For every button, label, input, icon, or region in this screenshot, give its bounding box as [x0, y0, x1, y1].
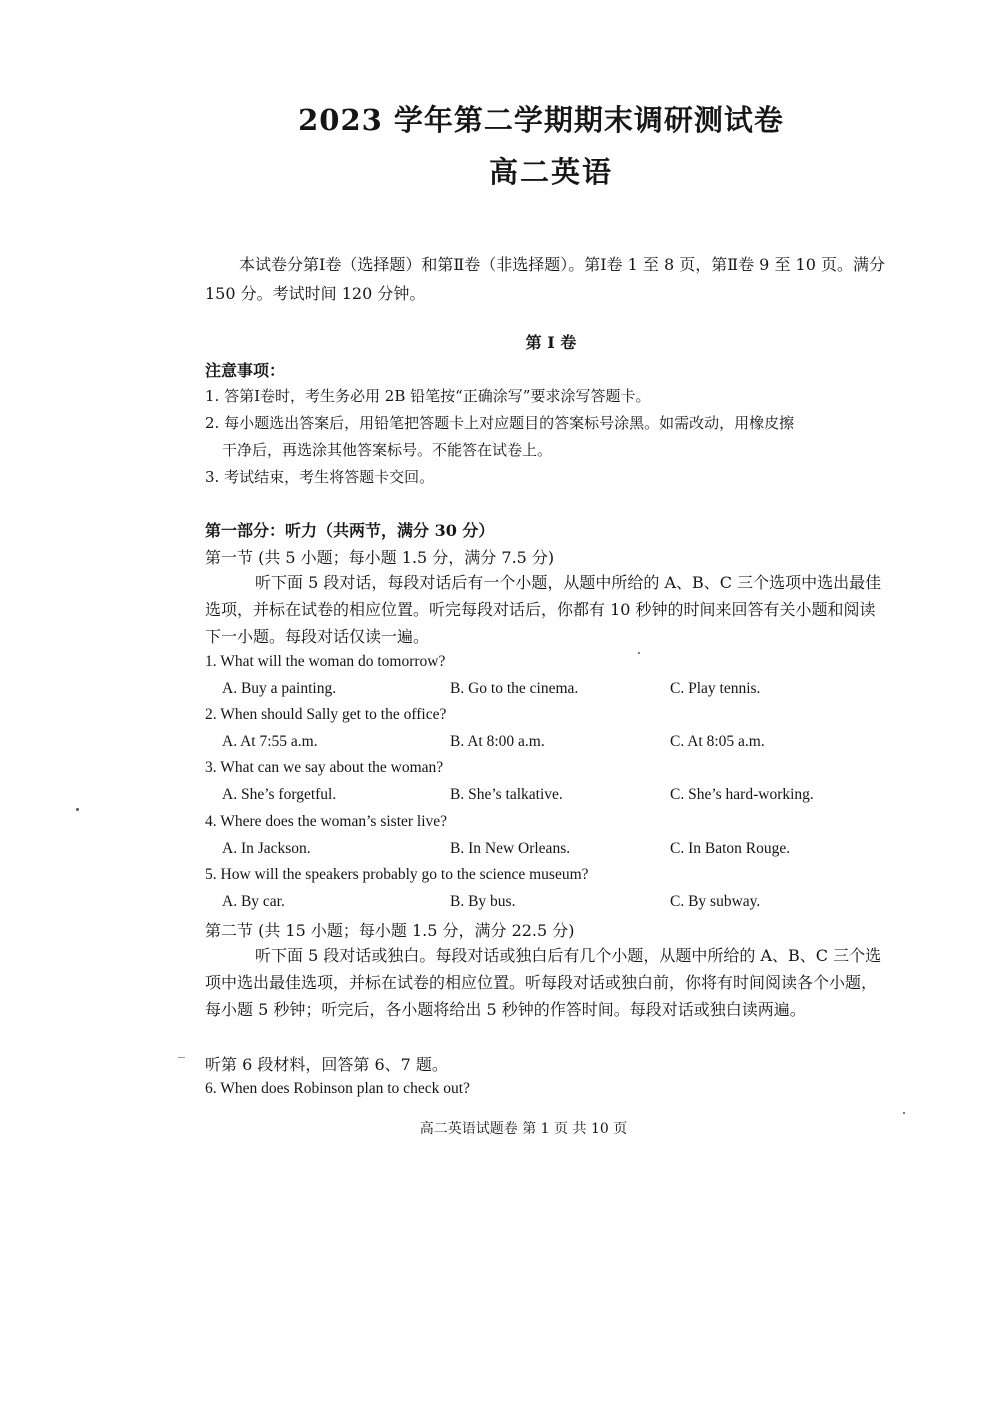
question-1-option-a: A. Buy a painting. — [222, 680, 337, 697]
scan-speck — [76, 808, 79, 811]
page-footer: 高二英语试题卷 第 1 页 共 10 页 — [419, 1121, 628, 1137]
question-3-option-c: C. She’s hard-working. — [670, 786, 814, 803]
scan-speck — [638, 652, 640, 654]
question-6: 6. When does Robinson plan to check out? — [205, 1080, 470, 1097]
intro-paragraph: 本试卷分第Ⅰ卷（选择题）和第Ⅱ卷（非选择题）。第Ⅰ卷 1 至 8 页，第Ⅱ卷 9 至 10 页。满分 150 分。考试时间 120 分钟。 — [205, 255, 885, 303]
question-3-option-a: A. She’s forgetful. — [222, 786, 337, 803]
question-1: 1. What will the woman do tomorrow? — [205, 653, 446, 670]
notice-item-2: 2. 每小题选出答案后，用铅笔把答题卡上对应题目的答案标号涂黑。如需改动，用橡皮擦 — [205, 414, 795, 432]
section1-heading: 第一节 (共 5 小题；每小题 1.5 分，满分 7.5 分) — [205, 548, 555, 567]
scan-speck — [178, 1057, 185, 1058]
question-4: 4. Where does the woman’s sister live? — [205, 813, 448, 830]
part1-heading: 第一部分：听力（共两节，满分 30 分） — [205, 521, 495, 540]
notice-item-2-cont: 干净后，再选涂其他答案标号。不能答在试卷上。 — [222, 441, 553, 459]
notice-heading: 注意事项： — [205, 361, 286, 380]
question-4-option-c: C. In Baton Rouge. — [670, 840, 791, 857]
section1-instructions: 听下面 5 段对话，每段对话后有一个小题，从题中所给的 A、B、C 三个选项中选出最佳选项，并标在试卷的相应位置。听完每段对话后，你都有 10 秒钟的时间来回答有关小题和阅读下一小题。每段对话仅读一遍。 — [205, 573, 882, 646]
question-2-option-c: C. At 8:05 a.m. — [670, 733, 765, 750]
exam-title: 2023 学年第二学期期末调研测试卷 — [298, 103, 784, 137]
question-5-option-b: B. By bus. — [450, 893, 516, 910]
question-2-option-b: B. At 8:00 a.m. — [450, 733, 545, 750]
question-3: 3. What can we say about the woman? — [205, 759, 444, 776]
question-5: 5. How will the speakers probably go to the science museum? — [205, 866, 589, 883]
question-1-option-b: B. Go to the cinema. — [450, 680, 579, 697]
exam-subject: 高二英语 — [488, 155, 613, 189]
scan-speck — [903, 1112, 905, 1114]
question-5-option-a: A. By car. — [222, 893, 285, 910]
question-4-option-b: B. In New Orleans. — [450, 840, 571, 857]
volume-label: 第 Ⅰ 卷 — [525, 333, 577, 352]
question-2-option-a: A. At 7:55 a.m. — [222, 733, 318, 750]
material-6-instruction: 听第 6 段材料，回答第 6、7 题。 — [205, 1055, 448, 1074]
question-2: 2. When should Sally get to the office? — [205, 706, 447, 723]
section2-instructions: 听下面 5 段对话或独白。每段对话或独白后有几个小题，从题中所给的 A、B、C 三个选项中选出最佳选项，并标在试卷的相应位置。听每段对话或独白前，你将有时间阅读各个小题，每小题 5 秒钟；听完后，各小题将给出 5 秒钟的作答时间。每段对话或独白读两遍。 — [205, 946, 882, 1019]
notice-item-1: 1. 答第Ⅰ卷时，考生务必用 2B 铅笔按“正确涂写”要求涂写答题卡。 — [205, 387, 651, 405]
notice-item-3: 3. 考试结束，考生将答题卡交回。 — [205, 468, 435, 486]
question-4-option-a: A. In Jackson. — [222, 840, 311, 857]
question-5-option-c: C. By subway. — [670, 893, 761, 910]
question-3-option-b: B. She’s talkative. — [450, 786, 563, 803]
question-1-option-c: C. Play tennis. — [670, 680, 761, 697]
section2-heading: 第二节 (共 15 小题；每小题 1.5 分，满分 22.5 分) — [205, 921, 575, 940]
